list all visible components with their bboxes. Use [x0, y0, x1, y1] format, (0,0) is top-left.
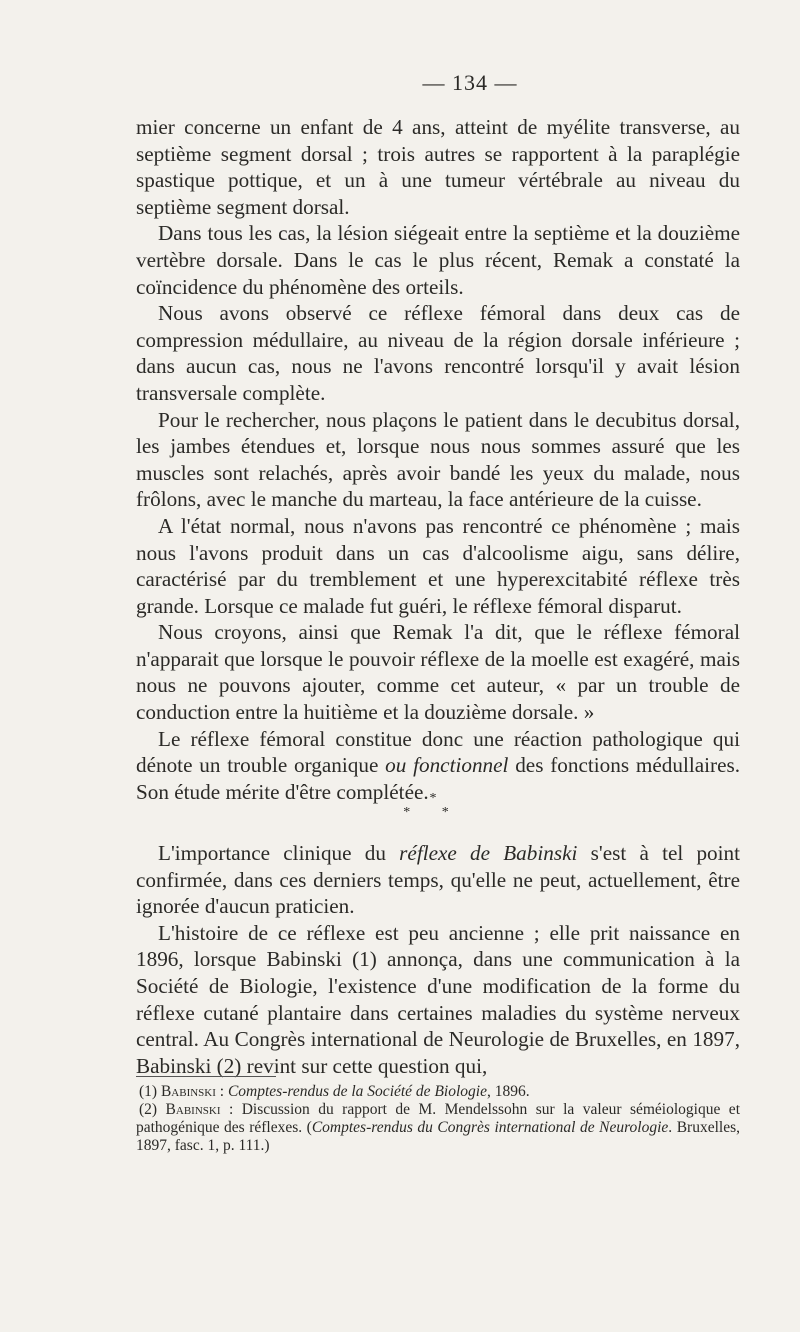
- footnote-2: [136, 1101, 740, 1155]
- paragraph-3: Nous avons observé ce réflexe fémoral dans deux cas de compression médullaire, au niveau de la région dorsale inférieure ; dans aucun cas, nous ne l'avons rencontré lorsqu'il y avait lésion transversale complète.: [136, 301, 740, 405]
- separator-stars-bottom: * *: [403, 805, 463, 820]
- footnote-1: [136, 1083, 740, 1101]
- paragraph-8: [136, 840, 740, 920]
- paragraph-7-text-a: Le réflexe fémoral constitue donc une réaction pathologique qui dénote un trouble organique: [136, 726, 740, 778]
- footnote-rule: [136, 1076, 276, 1077]
- paragraph-2: Dans tous les cas, la lésion siégeait entre la septième et la douzième vertèbre dorsale. Dans le cas le plus récent, Remak a constaté la coïncidence du phénomène des orteils.: [136, 221, 740, 299]
- footnote-1-rest: , 1896.: [486, 1083, 530, 1100]
- footnote-1-separator: :: [215, 1083, 228, 1100]
- paragraph-1: mier concerne un enfant de 4 ans, atteint de myélite transverse, au septième segment dorsal ; trois autres se rapportent à la paraplégie spastique pottique, et un à une tumeur vértébrale au niveau du septième segment dorsal.: [136, 115, 740, 219]
- paragraph-7-text-c: des fonctions médullaires. Son étude mérite d'être complétée.: [136, 753, 741, 804]
- footnote-1-number: (1): [139, 1083, 161, 1100]
- paragraph-8-text-a: L'importance clinique du: [158, 841, 400, 865]
- paragraph-8-text-c: s'est à tel point confirmée, dans ces derniers temps, qu'elle ne peut, actuellement, être ignorée d'aucun praticien.: [136, 841, 741, 919]
- section-separator: [0, 792, 800, 820]
- footnote-1-title: Comptes-rendus de la Société de Biologie: [227, 1083, 487, 1100]
- footnote-2-text: : Discussion du rapport de M. Mendelssohn sur la valeur séméiologique et pathogénique des réflexes. (: [136, 1101, 740, 1136]
- footnote-1-author: Babinski: [160, 1083, 216, 1100]
- paragraph-6: Nous croyons, ainsi que Remak l'a dit, que le réflexe fémoral n'apparait que lorsque le pouvoir réflexe de la moelle est exagéré, mais nous ne pouvons ajouter, comme cet auteur, « par un trouble de conduction entre la huitième et la douzième dorsale. »: [136, 620, 740, 725]
- main-text: [136, 114, 740, 805]
- page-number: — 134 —: [422, 70, 518, 95]
- footnotes: [136, 1083, 740, 1155]
- page-header: [0, 70, 800, 96]
- paragraph-9: L'histoire de ce réflexe est peu ancienne ; elle prit naissance en 1896, lorsque Babinski (1) annonça, dans une communication à la Société de Biologie, l'existence d'une modification de la forme du réflexe cutané plantaire dans certaines maladies du système nerveux central. Au Congrès international de Neurologie de Bruxelles, en 1897, Babinski (2) revint sur cette question qui,: [136, 920, 740, 1078]
- footnote-2-rest: . Bruxelles, 1897, fasc. 1, p. 111.): [136, 1119, 740, 1154]
- paragraph-8-italic: réflexe de Babinski: [399, 841, 578, 865]
- footnote-2-title: Comptes-rendus du Congrès international de Neurologie: [311, 1119, 669, 1136]
- separator-star-top: *: [429, 791, 437, 806]
- paragraph-5: A l'état normal, nous n'avons pas rencontré ce phénomène ; mais nous l'avons produit dans un cas d'alcoolisme aigu, sans délire, caractérisé par du tremblement et une hyperexcitabité réflexe très grande. Lorsque ce malade fut guéri, le réflexe fémoral disparut.: [136, 513, 740, 618]
- main-text-section-2: [136, 840, 740, 1079]
- paragraph-4: Pour le rechercher, nous plaçons le patient dans le decubitus dorsal, les jambes étendues et, lorsque nous nous sommes assuré que les muscles sont relachés, après avoir bandé les yeux du malade, nous frôlons, avec le manche du marteau, la face antérieure de la cuisse.: [136, 407, 740, 512]
- footnote-2-author: Babinski: [165, 1101, 221, 1118]
- paragraph-7-italic: ou fonctionnel: [385, 753, 509, 778]
- footnote-2-number: (2): [139, 1101, 166, 1118]
